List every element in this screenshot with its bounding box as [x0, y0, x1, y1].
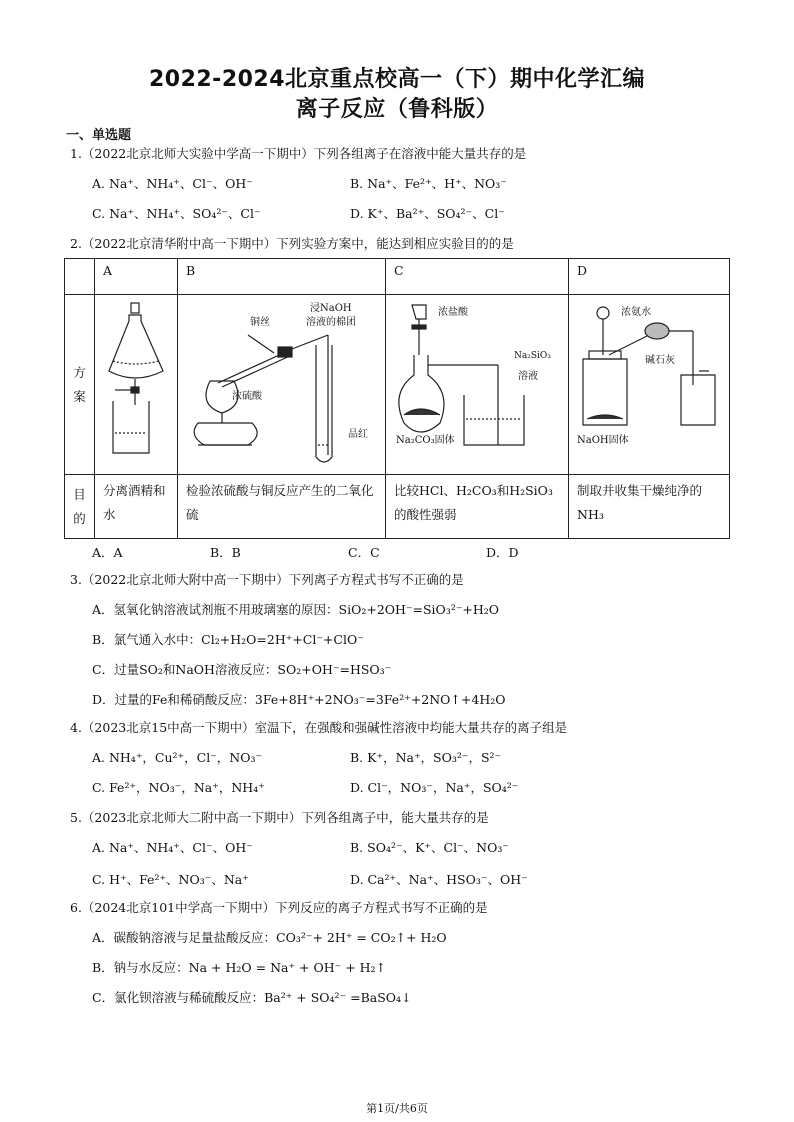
- question-5-stem: 5.（2023北京北师大二附中高一下期中）下列各组离子中，能大量共存的是: [70, 810, 489, 825]
- col-head-d: D: [569, 259, 730, 295]
- label-naoh-cotton-1: 浸NaOH: [310, 303, 352, 314]
- purpose-a: 分离酒精和水: [95, 475, 178, 539]
- experiment-table: [64, 258, 730, 539]
- purpose-b: 检验浓硫酸与铜反应产生的二氧化硫: [178, 475, 386, 539]
- q5-option-b: B. SO₄²⁻、K⁺、Cl⁻、NO₃⁻: [350, 840, 509, 855]
- question-3-stem: 3.（2022北京北师大附中高一下期中）下列离子方程式书写不正确的是: [70, 572, 464, 587]
- col-head-a: A: [95, 259, 178, 295]
- q4-option-b: B. K⁺，Na⁺，SO₃²⁻，S²⁻: [350, 750, 502, 765]
- purpose-d: 制取并收集干燥纯净的NH₃: [569, 475, 730, 539]
- q4-option-a: A. NH₄⁺，Cu²⁺，Cl⁻，NO₃⁻: [92, 750, 263, 765]
- question-2-stem: 2.（2022北京清华附中高一下期中）下列实验方案中，能达到相应实验目的的是: [70, 236, 514, 251]
- q6-option-a: A．碳酸钠溶液与足量盐酸反应：CO₃²⁻+ 2H⁺ = CO₂↑+ H₂O: [92, 930, 447, 945]
- q1-option-d: D. K⁺、Ba²⁺、SO₄²⁻、Cl⁻: [350, 206, 505, 221]
- question-6-stem: 6.（2024北京101中学高一下期中）下列反应的离子方程式书写不正确的是: [70, 900, 488, 915]
- purpose-c: 比较HCl、H₂CO₃和H₂SiO₃的酸性强弱: [386, 475, 569, 539]
- label-naoh-solid: NaOH固体: [577, 435, 629, 446]
- question-4-stem: 4.（2023北京15中高一下期中）室温下，在强酸和强碱性溶液中均能大量共存的离子组是: [70, 720, 568, 735]
- q5-option-c: C. H⁺、Fe²⁺、NO₃⁻、Na⁺: [92, 872, 249, 887]
- q4-option-d: D. Cl⁻，NO₃⁻，Na⁺，SO₄²⁻: [350, 780, 519, 795]
- label-conc-hcl: 浓盐酸: [438, 307, 468, 318]
- q5-option-a: A. Na⁺、NH₄⁺、Cl⁻、OH⁻: [92, 840, 253, 855]
- q3-option-b: B．氯气通入水中：Cl₂+H₂O=2H⁺+Cl⁻+ClO⁻: [92, 632, 364, 647]
- figure-c: [386, 295, 569, 475]
- q2-answer-a: A．A: [92, 545, 123, 560]
- label-copper-wire: 铜丝: [250, 317, 270, 328]
- label-sodium-carbonate-solid: Na₂CO₃固体: [396, 435, 455, 446]
- q2-answer-d: D．D: [486, 545, 519, 560]
- separatory-funnel-figure: [95, 295, 177, 471]
- label-conc-sulfuric-acid: 浓硫酸: [232, 391, 262, 402]
- q1-option-b: B. Na⁺、Fe²⁺、H⁺、NO₃⁻: [350, 176, 507, 191]
- q4-option-c: C. Fe²⁺，NO₃⁻，Na⁺，NH₄⁺: [92, 780, 265, 795]
- label-soda-lime: 碱石灰: [645, 355, 675, 366]
- q6-option-b: B．钠与水反应：Na + H₂O = Na⁺ + OH⁻ + H₂↑: [92, 960, 387, 975]
- label-fuchsin: 品红: [348, 429, 368, 440]
- row-label-purpose: 目的: [65, 475, 95, 539]
- col-head-c: C: [386, 259, 569, 295]
- page-title-line1: 2022-2024北京重点校高一（下）期中化学汇编: [148, 67, 646, 92]
- q3-option-a: A．氢氧化钠溶液试剂瓶不用玻璃塞的原因：SiO₂+2OH⁻=SiO₃²⁻+H₂O: [92, 602, 500, 617]
- label-solution: 溶液: [518, 371, 538, 382]
- page-title-line2: 离子反应（鲁科版）: [295, 97, 499, 122]
- section-heading: 一、单选题: [66, 128, 132, 143]
- label-sodium-silicate: Na₂SiO₃: [514, 351, 551, 361]
- q2-answer-c: C．C: [348, 545, 380, 560]
- label-naoh-cotton-2: 溶液的棉团: [306, 317, 356, 328]
- figure-b: [178, 295, 386, 475]
- page-footer: 第1页/共6页: [366, 1102, 428, 1115]
- q3-option-d: D．过量的Fe和稀硝酸反应：3Fe+8H⁺+2NO₃⁻=3Fe²⁺+2NO↑+4H₂O: [92, 692, 506, 707]
- question-1-stem: 1.（2022北京北师大实验中学高一下期中）下列各组离子在溶液中能大量共存的是: [70, 146, 527, 161]
- label-conc-ammonia: 浓氨水: [621, 307, 651, 318]
- q2-answer-b: B．B: [210, 545, 241, 560]
- table-corner: [65, 259, 95, 295]
- q1-option-a: A. Na⁺、NH₄⁺、Cl⁻、OH⁻: [92, 176, 253, 191]
- q1-option-c: C. Na⁺、NH₄⁺、SO₄²⁻、Cl⁻: [92, 206, 261, 221]
- row-label-scheme: 方案: [65, 295, 95, 475]
- q3-option-c: C．过量SO₂和NaOH溶液反应：SO₂+OH⁻=HSO₃⁻: [92, 662, 392, 677]
- col-head-b: B: [178, 259, 386, 295]
- q5-option-d: D. Ca²⁺、Na⁺、HSO₃⁻、OH⁻: [350, 872, 528, 887]
- figure-a: [95, 295, 178, 475]
- q6-option-c: C．氯化钡溶液与稀硫酸反应：Ba²⁺ + SO₄²⁻ =BaSO₄↓: [92, 990, 412, 1005]
- figure-d: [569, 295, 730, 475]
